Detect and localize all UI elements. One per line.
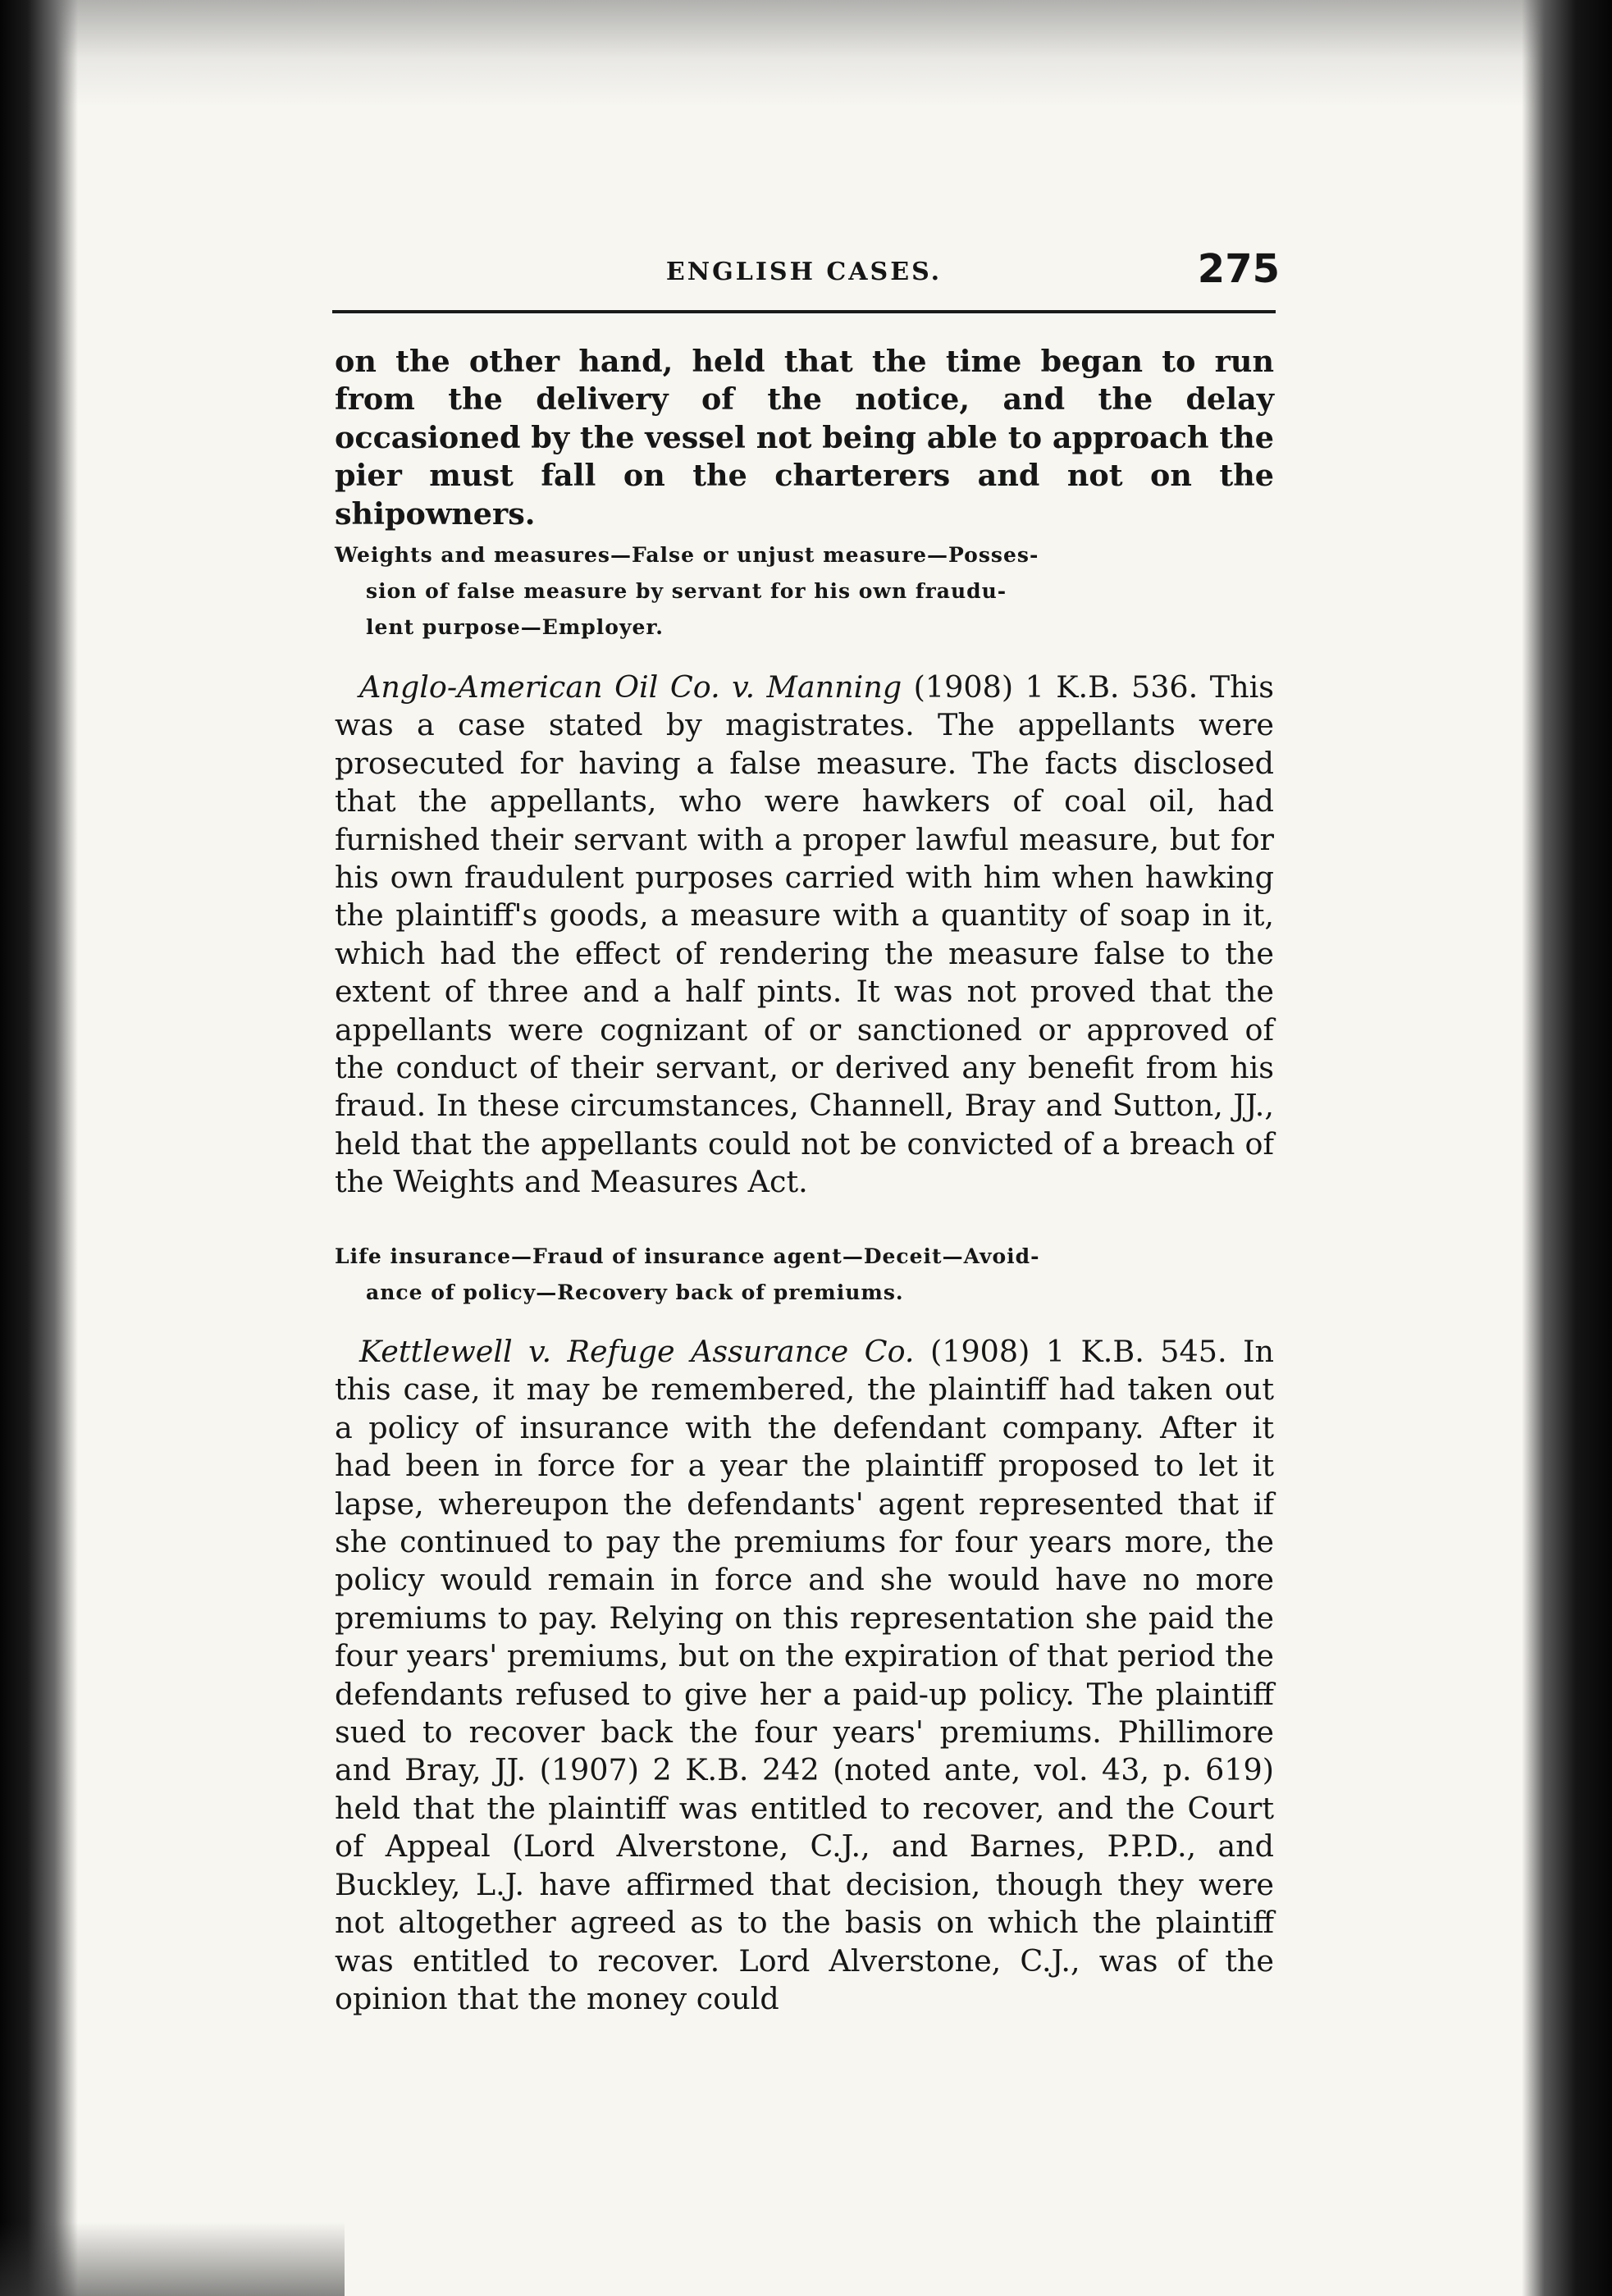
case-body: This was a case stated by magistrates. The appellants were prosecuted for having a false measure. The facts disclosed that the appellants, who were hawkers of coal oil, had furnished their servant with a proper lawful measure, but for his own fraudulent purposes carried with him when hawking the plaintiff's goods, a measure with a quantity of soap in it, which had the effect of rendering the measure false to the extent of three and a half pints. It was not proved that the appellants were cognizant of or sanctioned or approved of the conduct of their servant, or derived any benefit from his fraud. In these circumstances, Channell, Bray and Sutton, JJ., held that the appellants could not be convicted of a breach of the Weights and Measures Act. (335, 669, 1274, 1200)
section-heading-life-insurance (335, 1239, 1274, 1311)
continuation-block (335, 343, 1274, 533)
case-paragraph (335, 1333, 1274, 2018)
scan-shadow-top (0, 0, 1612, 107)
running-title: ENGLISH CASES. (665, 258, 943, 286)
header-rule (332, 310, 1276, 313)
heading-line: sion of false measure by servant for his own fraudu- (366, 579, 1007, 603)
case-body: In this case, it may be remembered, the plaintiff had taken out a policy of insurance with the defendant company. After it had been in force for a year the plaintiff proposed to let it lapse, whereupon the defendants' agent represented that if she continued to pay the premiums for four years more, the policy would remain in force and she would have no more premiums to pay. Relying on this representation she paid the four years' premiums, but on the expiration of that period the defendants refused to give her a paid-up policy. The plaintiff sued to recover back the four years' premiums. Phillimore and Bray, JJ. (1907) 2 K.B. 242 (noted ante, vol. 43, p. 619) held that the plaintiff was entitled to recover, and the Court of Appeal (Lord Alverstone, C.J., and Barnes, P.P.D., and Buckley, L.J. have affirmed that decision, though they were not altogether agreed as to the basis on which the plaintiff was entitled to recover. Lord Alverstone, C.J., was of the opinion that the money could (335, 1334, 1274, 2016)
scan-shadow-left (0, 0, 78, 2296)
case-name: Kettlewell v. Refuge Assurance Co. (359, 1334, 915, 1369)
case-paragraph (335, 669, 1274, 1202)
case-citation: (1908) 1 K.B. 545. (914, 1334, 1227, 1369)
section-heading-weights-measures (335, 537, 1274, 646)
heading-line: Life insurance—Fraud of insurance agent—Deceit—Avoid- (335, 1244, 1040, 1268)
section-body-life-insurance (335, 1333, 1274, 2018)
scan-shadow-bottom (0, 2222, 345, 2296)
section-body-weights-measures (335, 669, 1274, 1202)
case-citation: (1908) 1 K.B. 536. (902, 669, 1199, 705)
heading-line: Weights and measures—False or unjust measure—Posses- (335, 543, 1039, 567)
scan-shadow-right (1522, 0, 1612, 2296)
page-number: 275 (1197, 246, 1280, 292)
heading-line: ance of policy—Recovery back of premiums. (366, 1280, 904, 1304)
running-head (328, 246, 1280, 304)
case-name: Anglo-American Oil Co. v. Manning (359, 669, 902, 705)
continuation-paragraph: on the other hand, held that the time began to run from the delivery of the notice, and the delay occasioned by the vessel not being able to approach the pier must fall on the charterers and not on the shipowners. (335, 344, 1274, 532)
heading-line: lent purpose—Employer. (366, 615, 664, 639)
